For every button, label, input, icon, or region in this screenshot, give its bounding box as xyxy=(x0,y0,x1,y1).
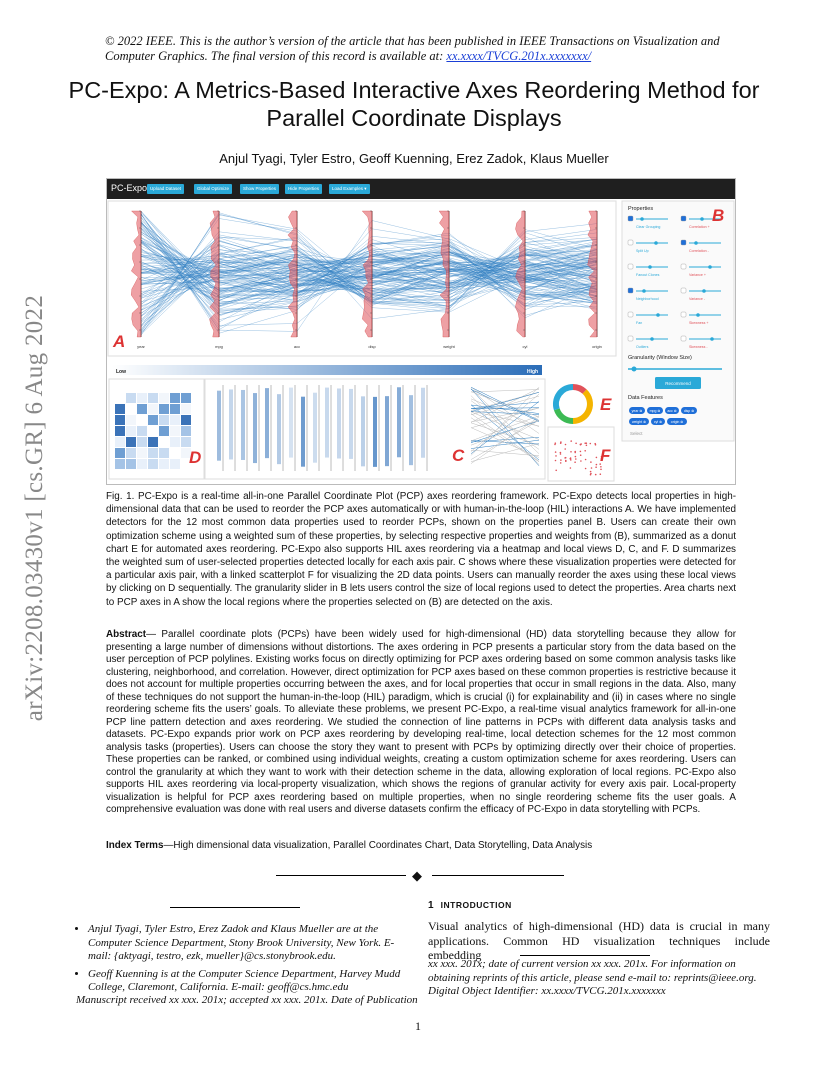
scatter-point xyxy=(574,452,576,454)
property-checkbox[interactable] xyxy=(628,336,633,341)
pcp-axis-label: weight xyxy=(443,344,455,349)
scatter-point xyxy=(570,451,572,453)
heatmap-cell[interactable] xyxy=(181,404,191,414)
index-terms-label: Index Terms xyxy=(106,840,164,851)
heatmap-cell[interactable] xyxy=(159,459,169,469)
heatmap-cell[interactable] xyxy=(137,437,147,447)
local-property-bar[interactable] xyxy=(421,388,425,458)
scatter-point xyxy=(555,460,557,462)
property-slider-handle[interactable] xyxy=(654,241,658,245)
property-checkbox[interactable] xyxy=(681,288,686,293)
heatmap-cell[interactable] xyxy=(170,448,180,458)
recommend-label: Recommend xyxy=(665,381,691,386)
scatter-point xyxy=(570,467,572,469)
section-title: INTRODUCTION xyxy=(440,900,512,910)
index-terms-text: —High dimensional data visualization, Parallel Coordinates Chart, Data Storytelling, Data Analysis xyxy=(163,840,593,851)
heatmap-cell[interactable] xyxy=(137,459,147,469)
local-property-bar[interactable] xyxy=(361,396,365,466)
feature-chip-label: acc ⊗ xyxy=(667,409,677,413)
heatmap-cell[interactable] xyxy=(159,448,169,458)
arxiv-stamp: arXiv:2208.03430v1 [cs.GR] 6 Aug 2022 xyxy=(21,294,48,722)
heatmap-cell[interactable] xyxy=(148,448,158,458)
feature-chip-label: disp ⊗ xyxy=(683,409,695,413)
heatmap-cell[interactable] xyxy=(181,426,191,436)
property-label: Split Up xyxy=(636,249,649,253)
heatmap-cell[interactable] xyxy=(148,415,158,425)
caption-label: Fig. 1. xyxy=(106,491,135,502)
separator-left xyxy=(276,875,406,876)
scatter-point xyxy=(574,461,576,463)
heatmap-cell[interactable] xyxy=(137,426,147,436)
figure-1 xyxy=(106,178,736,485)
heatmap-cell[interactable] xyxy=(115,393,125,403)
scatter-point xyxy=(600,469,602,471)
property-slider-handle[interactable] xyxy=(648,265,652,269)
local-property-bar[interactable] xyxy=(409,395,413,465)
heatmap-cell[interactable] xyxy=(159,404,169,414)
app-name: PC-Expo xyxy=(111,183,148,193)
scatter-point xyxy=(584,450,586,452)
property-label: Variance + xyxy=(689,273,707,277)
donut-segment[interactable] xyxy=(556,387,573,409)
local-property-bar[interactable] xyxy=(337,388,341,458)
pcp-axis-label: origin xyxy=(592,344,602,349)
panel-letter-b: B xyxy=(712,206,725,225)
property-checkbox[interactable] xyxy=(628,288,633,293)
page-number: 1 xyxy=(415,1019,421,1033)
feature-chip-label: mpg ⊗ xyxy=(649,409,661,413)
heatmap-cell[interactable] xyxy=(137,404,147,414)
scatter-point xyxy=(595,474,597,476)
property-slider-handle[interactable] xyxy=(694,241,698,245)
heatmap-cell[interactable] xyxy=(126,448,136,458)
scatter-point xyxy=(565,444,567,446)
heatmap-cell[interactable] xyxy=(170,404,180,414)
scatter-point xyxy=(590,443,592,445)
heatmap-cell[interactable] xyxy=(170,415,180,425)
author-footnotes xyxy=(76,923,416,999)
heatmap-cell[interactable] xyxy=(126,426,136,436)
show-properties-button[interactable]: Show Properties xyxy=(240,184,279,194)
separator-diamond: ◆ xyxy=(412,868,422,883)
doi-link[interactable]: xx.xxxx/TVCG.201x.xxxxxxx/ xyxy=(446,49,592,63)
scatter-point xyxy=(555,455,557,457)
pcp-axis-label: cyl xyxy=(522,344,528,349)
section-number: 1 xyxy=(428,900,435,911)
scatter-point xyxy=(575,443,577,445)
local-property-bar[interactable] xyxy=(325,388,329,458)
scatter-point xyxy=(580,444,582,446)
heatmap-cell[interactable] xyxy=(159,415,169,425)
local-property-bar[interactable] xyxy=(277,394,281,464)
scatter-point xyxy=(590,473,592,475)
panel-letter-a: A xyxy=(113,332,126,351)
hide-properties-button[interactable]: Hide Properties xyxy=(285,184,322,194)
feature-chip-label: cyl ⊗ xyxy=(653,420,663,424)
property-slider-handle[interactable] xyxy=(642,289,646,293)
abstract xyxy=(106,629,736,817)
property-checkbox[interactable] xyxy=(681,264,686,269)
heatmap-cell[interactable] xyxy=(126,459,136,469)
heatmap-cell[interactable] xyxy=(170,437,180,447)
abstract-label: Abstract xyxy=(106,629,147,640)
property-slider-handle[interactable] xyxy=(640,217,644,221)
scatter-point xyxy=(554,444,556,446)
heatmap-cell[interactable] xyxy=(159,426,169,436)
scatter-point xyxy=(596,464,598,466)
caption-text: PC-Expo is a real-time all-in-one Parallel Coordinate Plot (PCP) axes reordering framework. PC-Expo detects local properties in high-dimensional data that can be used to reorder the PCP axes automatically or with human-in-the-loop (HIL) interactions A. We have implemented detectors for the 12 most common data properties used to reorder PCPs, shown on the properties panel B. Users can create their own optimization scheme using a weighted sum of these properties, by selecting respective properties and weights from (B), summarized as a donut chart E for automated axes reordering. PC-Expo also supports HIL axes reordering via a heatmap and local views D, C, and F. D summarizes the weighted sum of user-selected properties detected locally for each axis pair. C shows where these visualization properties were detected for a particular axis pair, with a linked scatterplot F for visualizing the 2D data points. Users can manually reorder the axes using these local views by clicking on D sequentially. The granularity slider in B lets users control the size of local regions used to detect the properties. Area charts next to PCP axes in A show the local regions where the properties selected on (B) are detected on the axis. xyxy=(106,491,736,608)
heatmap-cell[interactable] xyxy=(115,426,125,436)
panel-letter-d: D xyxy=(189,448,202,467)
property-label: Skewness + xyxy=(689,321,709,325)
heatmap-cell[interactable] xyxy=(126,415,136,425)
panel-letter-c: C xyxy=(452,446,465,465)
app-toolbar xyxy=(107,179,735,199)
scatter-point xyxy=(591,467,593,469)
data-features-label: Data Features xyxy=(628,395,663,401)
property-checkbox[interactable] xyxy=(681,216,686,221)
heatmap-cell[interactable] xyxy=(115,437,125,447)
granularity-slider-handle[interactable] xyxy=(632,367,637,372)
publication-note: xx xxx. 201x; date of current version xx xxx. 201x. For information on obtaining reprints of this article, please send e-mail to: reprints@ieee.org. Digital Object Identifier: xx.xxxx/TVCG.201x.xxxxxxx xyxy=(428,958,757,998)
heatmap-cell[interactable] xyxy=(181,437,191,447)
scatter-point xyxy=(560,459,562,461)
scatter-point xyxy=(555,451,557,453)
heatmap-cell[interactable] xyxy=(115,404,125,414)
local-view-panel xyxy=(205,379,545,479)
separator-right xyxy=(432,875,564,876)
property-label: Fan xyxy=(636,321,643,325)
granularity-label: Granularity (Window Size) xyxy=(628,355,692,361)
scatter-point xyxy=(590,461,592,463)
heatmap-cell[interactable] xyxy=(148,393,158,403)
property-slider-handle[interactable] xyxy=(650,337,654,341)
local-property-bar[interactable] xyxy=(385,396,389,466)
index-terms xyxy=(106,840,736,851)
donut-segment[interactable] xyxy=(573,387,585,392)
scatter-point xyxy=(580,460,582,462)
property-label: Outliers xyxy=(636,345,649,349)
pcp-panel xyxy=(108,201,616,356)
scatter-point xyxy=(595,466,597,468)
heat-legend-bar xyxy=(112,365,542,375)
donut-chart xyxy=(556,387,590,421)
heatmap-cell[interactable] xyxy=(170,459,180,469)
scatter-point xyxy=(560,442,562,444)
footnote-item: • Geoff Kuenning is at the Computer Science Department, Harvey Mudd College, Claremont, California. E-mail: geoff@cs.hmc.edu xyxy=(88,968,416,995)
donut-segment[interactable] xyxy=(557,409,573,421)
local-property-bar[interactable] xyxy=(397,387,401,457)
heatmap-cell[interactable] xyxy=(181,415,191,425)
scatter-point xyxy=(570,440,572,442)
footnote-rule-left xyxy=(170,907,300,908)
heatmap-cell[interactable] xyxy=(126,437,136,447)
copyright-notice xyxy=(105,34,745,64)
upload-dataset-button[interactable]: Upload Dataset xyxy=(147,184,184,194)
scatter-point xyxy=(580,451,582,453)
donut-segment[interactable] xyxy=(573,392,590,421)
property-label: Clear Grouping xyxy=(636,225,661,229)
manuscript-note: Manuscript received xx xxx. 201x; accepted xx xxx. 201x. Date of Publication xyxy=(76,994,418,1006)
properties-title: Properties xyxy=(628,206,654,212)
heat-low-label: Low xyxy=(116,369,126,375)
scatter-point xyxy=(596,457,598,459)
property-checkbox[interactable] xyxy=(681,336,686,341)
scatter-point xyxy=(594,443,596,445)
scatter-point xyxy=(590,471,592,473)
property-slider-handle[interactable] xyxy=(702,289,706,293)
footnote-item: • Anjul Tyagi, Tyler Estro, Erez Zadok and Klaus Mueller are at the Computer Science Department, Stony Brook University, New York. E-mail: {aktyagi, testro, ezk, mueller}@cs.stonybrook.edu. xyxy=(88,923,416,964)
property-slider-handle[interactable] xyxy=(700,217,704,221)
local-property-bar[interactable] xyxy=(301,397,305,467)
load-examples-button[interactable]: Load Examples ▾ xyxy=(329,184,370,194)
scatter-point xyxy=(585,468,587,470)
heatmap-cell[interactable] xyxy=(137,448,147,458)
heatmap-cell[interactable] xyxy=(115,459,125,469)
scatter-point xyxy=(560,453,562,455)
heatmap-cell[interactable] xyxy=(159,437,169,447)
copyright-text: © 2022 IEEE. This is the author’s version of the article that has been published in IEEE Transactions on Visualization and Computer Graphics. The final version of this record is available at: xyxy=(105,34,720,63)
heatmap-cell[interactable] xyxy=(170,393,180,403)
property-slider-handle[interactable] xyxy=(696,313,700,317)
property-label: Fanout Clones xyxy=(636,273,660,277)
pcp-axis-label: disp xyxy=(368,344,376,349)
scatter-point xyxy=(600,473,602,475)
scatter-point xyxy=(565,460,567,462)
pcp-axis-label: year xyxy=(137,344,145,349)
pcp-axis-label: mpg xyxy=(215,344,223,349)
scatter-point xyxy=(564,448,566,450)
local-property-bar[interactable] xyxy=(241,390,245,460)
select-dropdown[interactable]: Select xyxy=(630,431,643,436)
heatmap-cell[interactable] xyxy=(148,404,158,414)
heatmap-cell[interactable] xyxy=(170,426,180,436)
heatmap-cell[interactable] xyxy=(137,415,147,425)
heatmap-cell[interactable] xyxy=(126,393,136,403)
scatter-point xyxy=(560,462,562,464)
pcp-axis-label: acc xyxy=(293,344,301,349)
scatter-point xyxy=(600,466,602,468)
scatter-point xyxy=(575,456,577,458)
local-property-bar[interactable] xyxy=(289,388,293,458)
property-label: Skewness - xyxy=(689,345,708,349)
footnote-rule-right xyxy=(520,955,650,956)
heat-high-label: High xyxy=(527,369,539,375)
scatter-point xyxy=(560,452,562,454)
property-checkbox[interactable] xyxy=(681,240,686,245)
scatter-point xyxy=(586,445,588,447)
local-property-bar[interactable] xyxy=(253,393,257,463)
property-label: Variance - xyxy=(689,297,706,301)
author-list: Anjul Tyagi, Tyler Estro, Geoff Kuenning, Erez Zadok, Klaus Mueller xyxy=(219,151,609,166)
local-property-bar[interactable] xyxy=(373,397,377,467)
heatmap-cell[interactable] xyxy=(148,437,158,447)
property-checkbox[interactable] xyxy=(628,216,633,221)
scatter-point xyxy=(564,457,566,459)
local-property-bar[interactable] xyxy=(313,393,317,463)
local-property-bar[interactable] xyxy=(265,388,269,458)
heatmap-cell[interactable] xyxy=(181,393,191,403)
panel-letter-e: E xyxy=(600,395,612,414)
scatter-point xyxy=(575,458,577,460)
property-checkbox[interactable] xyxy=(628,264,633,269)
scatter-point xyxy=(570,458,572,460)
pc-expo-screenshot xyxy=(107,199,735,484)
property-label: Correlation - xyxy=(689,249,709,253)
property-checkbox[interactable] xyxy=(628,312,633,317)
heatmap-cell[interactable] xyxy=(159,393,169,403)
heatmap-cell[interactable] xyxy=(137,393,147,403)
property-checkbox[interactable] xyxy=(628,240,633,245)
scatter-point xyxy=(555,470,557,472)
local-property-bar[interactable] xyxy=(349,389,353,459)
global-optimize-button[interactable]: Global Optimize xyxy=(194,184,232,194)
heatmap-cell[interactable] xyxy=(126,404,136,414)
scatter-point xyxy=(586,442,588,444)
paper-title: PC-Expo: A Metrics-Based Interactive Axes Reordering Method for Parallel Coordinate Displays xyxy=(68,77,760,131)
scatter-point xyxy=(585,459,587,461)
section-heading xyxy=(428,900,512,911)
local-property-bar[interactable] xyxy=(217,391,221,461)
heatmap-cell[interactable] xyxy=(115,448,125,458)
abstract-text: — Parallel coordinate plots (PCPs) have been widely used for high-dimensional (HD) data storytelling because they allow for presenting a large number of dimensions without distortions. The axes ordering in PCP presents a particular story from the data based on the user perception of PCP polylines. Existing works focus on directly optimizing for PCP axes ordering based on some common analysis tasks like clustering, neighborhood, and correlation. However, direct optimization for PCP axes based on these common properties is restrictive because it does not account for multiple properties occurring between the axes, and for local properties that occur in small regions in the data. Also, many of these techniques do not support the human-in-the-loop (HIL) paradigm, which is crucial (i) for explainability and (ii) in cases where no single reordering scheme fits the users’ goals. To alleviate these problems, we present PC-Expo, a real-time visual analytics framework for all-in-one PCP line pattern detection and axes reordering. We studied the connection of line patterns in PCPs with different data analysis tasks and datasets. PC-Expo expands prior work on PCP axes reordering by developing real-time, local detection schemes for the 12 most common analysis tasks (properties). Users can choose the story they want to present with PCPs by optimizing directly over their choice of properties. These properties can be ranked, or combined using individual weights, creating a custom optimization scheme for axes reordering. Users can control the granularity at which they want to work with their detection scheme in the data, allowing exploration of local regions. PC-Expo also supports HIL axes reordering via local-property visualization, which shows the regions of granular activity for every axis pair. Local-property visualization is helpful for PCP axes reordering based on multiple properties, when no single reordering scheme fits the user goals. A comprehensive evaluation was done with real users and diverse datasets confirm the efficacy of PC-Expo in data storytelling with PCPs. xyxy=(106,629,736,815)
local-property-bar[interactable] xyxy=(229,389,233,459)
property-slider-handle[interactable] xyxy=(708,265,712,269)
scatter-point xyxy=(580,454,582,456)
feature-chip-label: origin ⊗ xyxy=(670,420,684,424)
figure-caption xyxy=(106,490,736,609)
property-label: Neighborhood xyxy=(636,297,659,301)
property-slider-handle[interactable] xyxy=(656,313,660,317)
heatmap-cell[interactable] xyxy=(148,459,158,469)
property-checkbox[interactable] xyxy=(681,312,686,317)
property-slider-handle[interactable] xyxy=(710,337,714,341)
properties-panel xyxy=(622,201,734,441)
property-label: Correlation + xyxy=(689,225,710,229)
intro-paragraph: Visual analytics of high-dimensional (HD) data is crucial in many applications. Common HD visualization techniques include embedding xyxy=(428,919,770,962)
feature-chip-label: weight ⊗ xyxy=(631,420,647,424)
heatmap-cell[interactable] xyxy=(148,426,158,436)
panel-letter-f: F xyxy=(600,446,611,465)
heatmap-cell[interactable] xyxy=(115,415,125,425)
feature-chip-label: year ⊗ xyxy=(631,409,643,413)
